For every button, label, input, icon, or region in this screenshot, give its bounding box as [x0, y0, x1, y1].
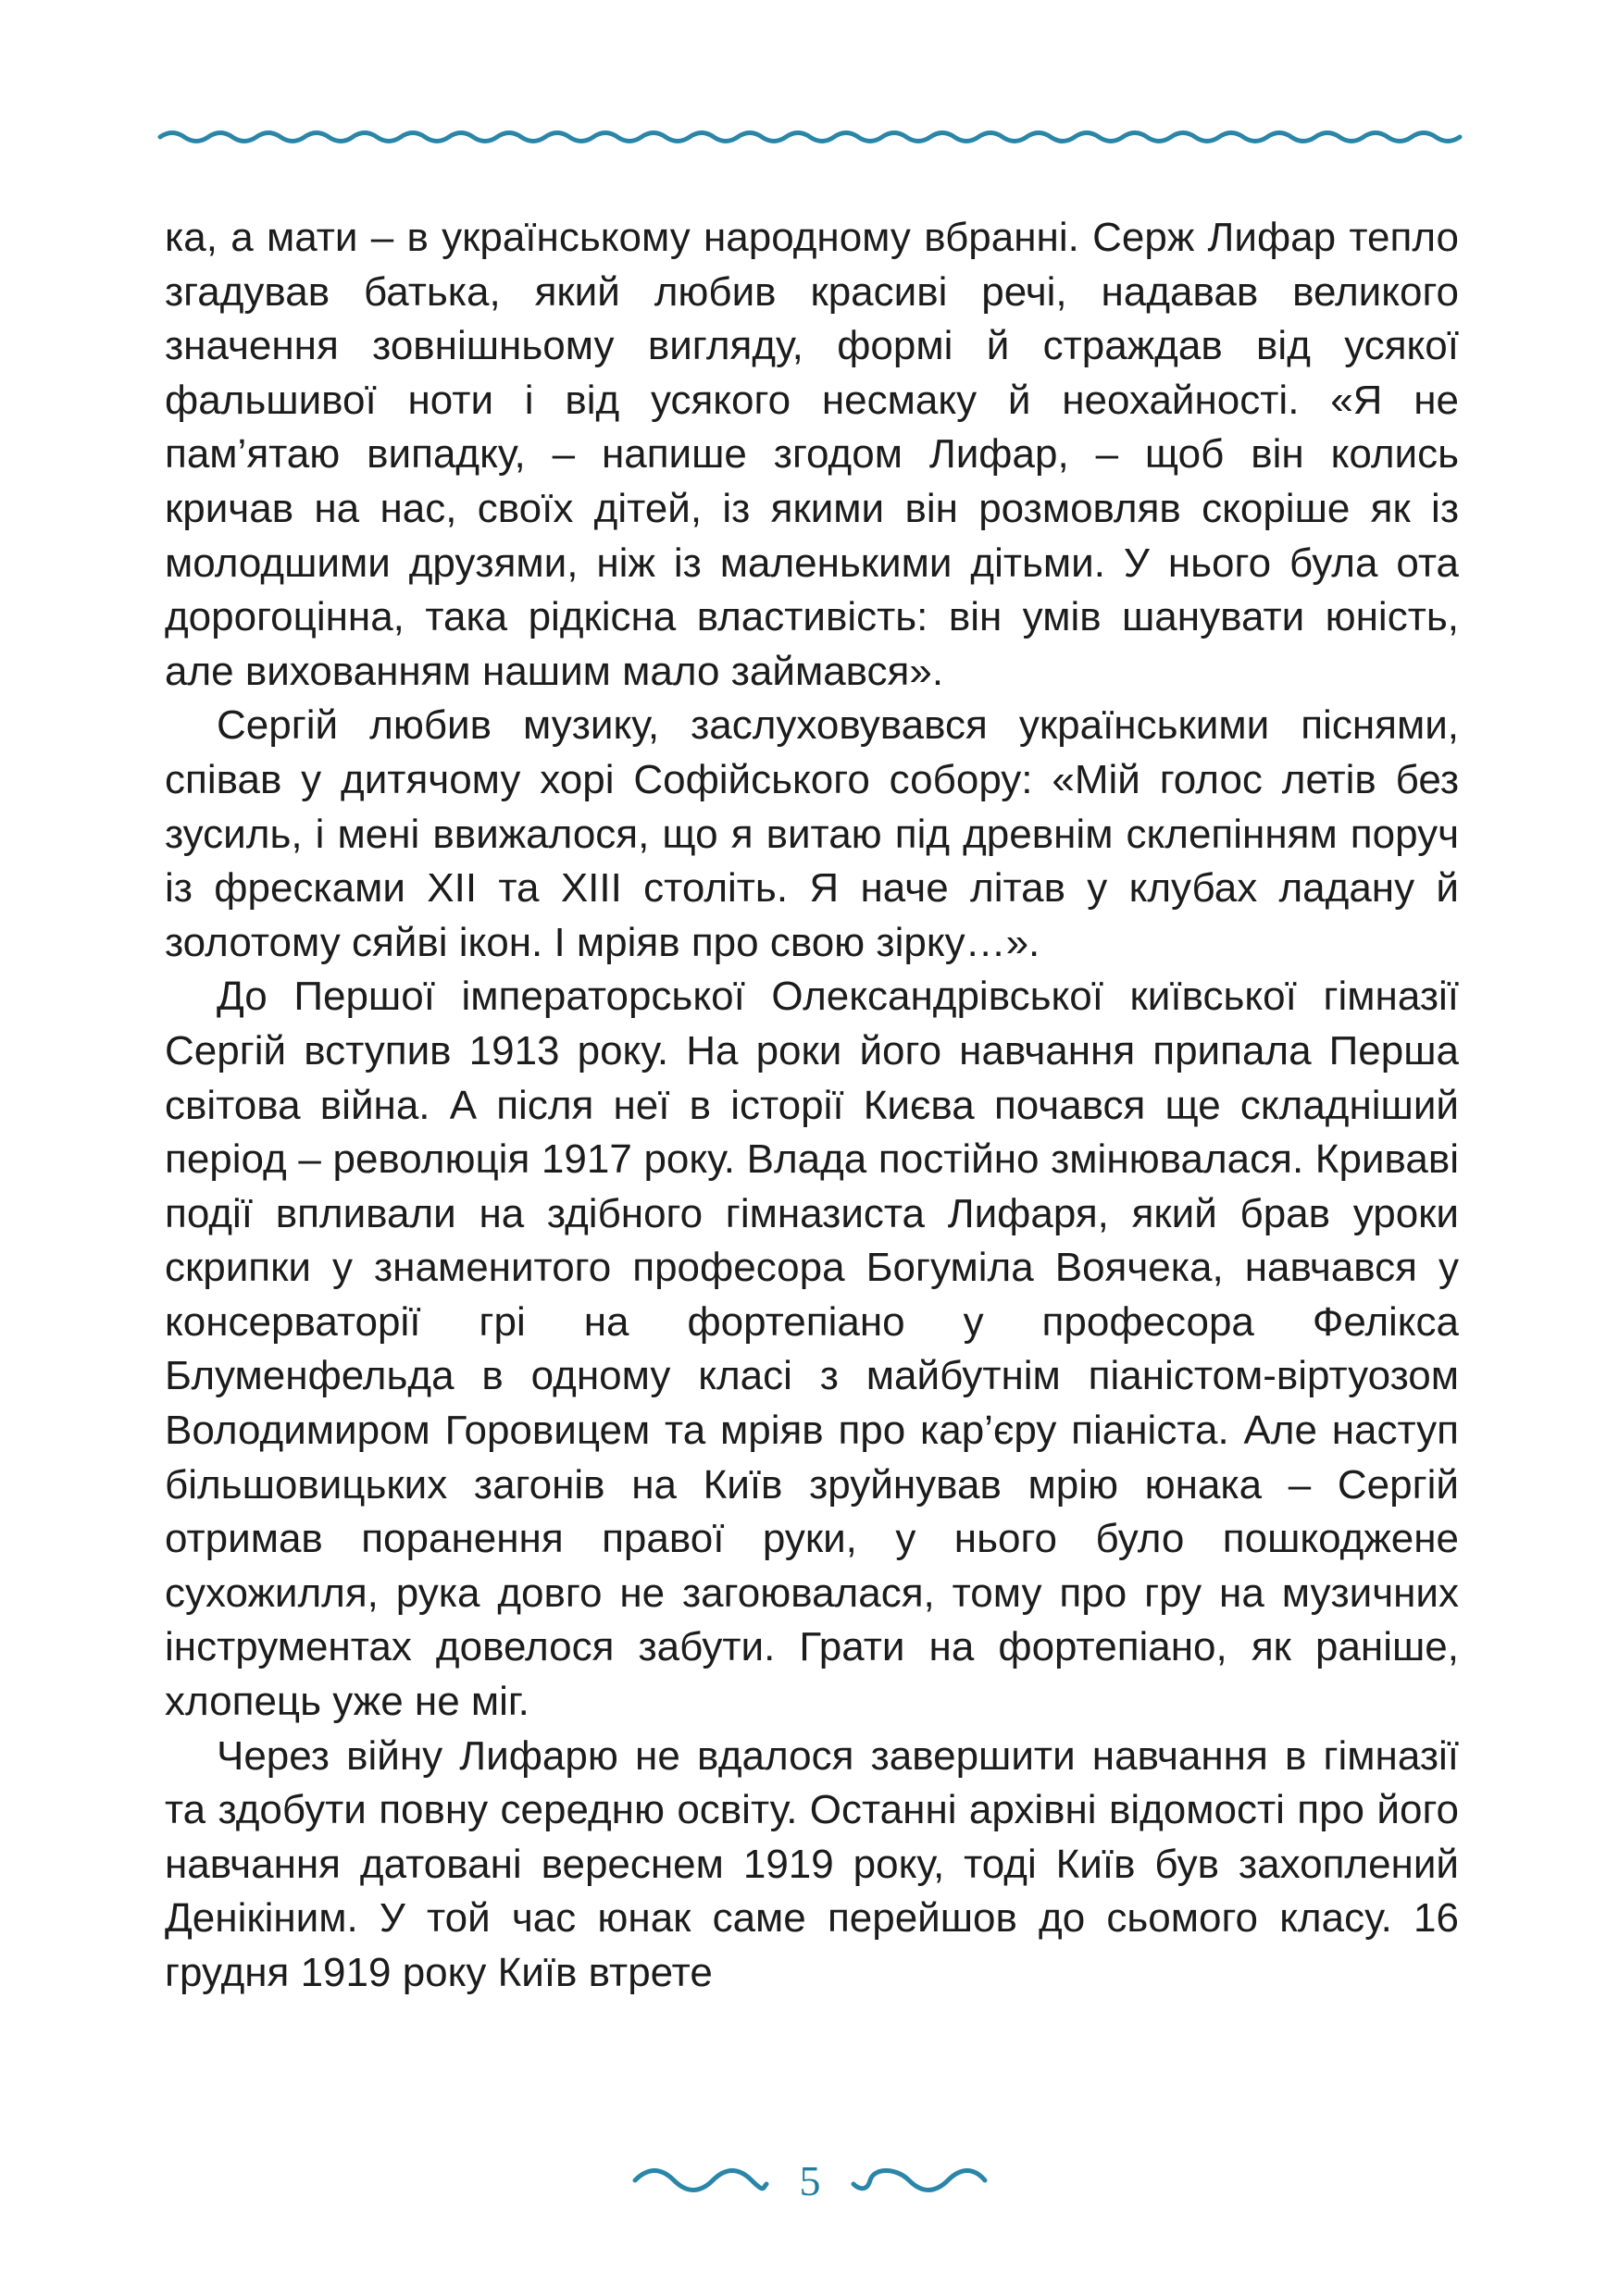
- paragraph-1: ка, а мати – в українському народному вбранні. Серж Лифар тепло згадував батька, який любив красиві речі, надавав великого значення зовнішньому вигляду, формі й страждав від усякої фальшивої ноти і від усякого несмаку й неохайності. «Я не пам’ятаю випадку, – напише згодом Лифар, – щоб він колись кричав на нас, своїх дітей, із якими він розмовляв скоріше як із молодшими друзями, ніж із маленькими дітьми. У нього була ота дорогоцінна, така рідкісна властивість: він умів шанувати юність, але вихованням нашим мало займався».: [165, 215, 1459, 694]
- paragraph-4: Через війну Лифарю не вдалося завершити навчання в гімназії та здобути повну середню освіту. Останні архівні відомості про його навчання датовані вереснем 1919 року, тоді Київ був захоплений Денікіним. У той час юнак саме перейшов до сьомого класу. 16 грудня 1919 року Київ втрете: [165, 1732, 1459, 1995]
- body-text: [165, 211, 1459, 2001]
- paragraph-3: До Першої імператорської Олександрівської київської гімназії Сергій вступив 1913 року. На роки його навчання припала Перша світова війна. А після неї в історії Києва почався ще складніший період – революція 1917 року. Влада постійно змінювалася. Криваві події впливали на здібного гімназиста Лифаря, який брав уроки скрипки у знаменитого професора Богуміла Воячека, навчався у консерваторії грі на фортепіано у професора Фелікса Блуменфельда в одному класі з майбутнім піаністом-віртуозом Володимиром Горовицем та мріяв про кар’єру піаніста. Але наступ більшовицьких загонів на Київ зруйнував мрію юнака – Сергій отримав поранення правої руки, у нього було пошкоджене сухожилля, рука довго не загоювалася, тому про гру на музичних інструментах довелося забути. Грати на фортепіано, як раніше, хлопець уже не міг.: [165, 974, 1459, 1725]
- paragraph-2: Сергій любив музику, заслуховувався українськими піснями, співав у дитячому хорі Софійського собору: «Мій голос летів без зусиль, і мені ввижалося, що я витаю під древнім склепінням поруч із фресками XII та XIII століть. Я наче літав у клубах ладану й золотому сяйві ікон. І мріяв про свою зірку…».: [165, 702, 1459, 965]
- page-number: 5: [799, 2157, 821, 2204]
- wave-divider-icon: [157, 118, 1463, 155]
- wave-ornament-left-icon: [631, 2160, 770, 2197]
- wave-ornament-right-icon: [850, 2160, 989, 2197]
